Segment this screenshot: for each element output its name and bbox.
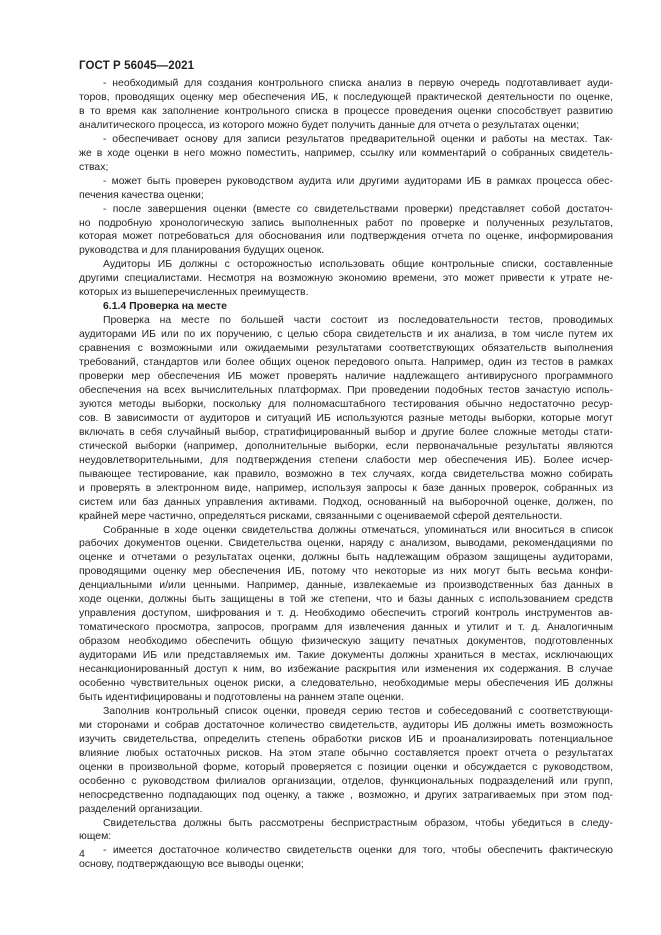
text-line: включать в себя случайный выбор, стратифицированный выбор и другие более сложные методы стати- bbox=[79, 426, 613, 438]
text-line: быть идентифицированы и подготовлены на раннем этапе оценки. bbox=[79, 691, 404, 703]
text-line: Заполнив контрольный список оценки, проведя серию тестов и собеседований с соответствующи- bbox=[103, 705, 613, 717]
text-line: томатического просмотра, запросов, программ для извлечения данных и утилит и т. д. Аналогичным bbox=[79, 622, 613, 634]
page-number: 4 bbox=[79, 848, 85, 860]
text-line: - может быть проверен руководством аудита или другими аудиторами ИБ в рамках процесса обес- bbox=[103, 175, 613, 187]
text-line: несанкционированный доступ к ним, во избежание раскрытия или изменения их содержания. В случае bbox=[79, 664, 613, 676]
text-line: - обеспечивает основу для записи результатов предварительной оценки и работы на местах. Так- bbox=[103, 133, 613, 145]
text-line: Свидетельства должны быть рассмотрены беспристрастным образом, чтобы убедиться в следу- bbox=[103, 817, 613, 829]
text-line: руководства и для планирования будущих оценок. bbox=[79, 245, 325, 257]
text-line: - необходимый для создания контрольного списка анализ в первую очередь подготавливает ауди- bbox=[103, 78, 613, 89]
text-line: обеспечения на всех вычислительных платформах. При проведении подобных тестов зачастую исполь- bbox=[79, 384, 613, 396]
text-line: изучить свидетельства, определить степень обработки рисков ИБ и проанализировать потенциальное bbox=[79, 733, 613, 745]
text-line: ющем: bbox=[79, 831, 112, 843]
text-line: зуются методы выборки, поскольку для полномасштабного тестирования обычно недостаточно ресур- bbox=[79, 398, 613, 410]
text-line: неудовлетворительными, для подтверждения степени слабости мер обеспечения ИБ). Более исчер- bbox=[79, 454, 613, 466]
text-line: которая может потребоваться для обоснования или подтверждения отчета по оценке, информирования bbox=[79, 231, 613, 243]
text-line: оценки в произвольной форме, который проверяется с позиции оценки и обсуждается с руководством, bbox=[79, 761, 613, 773]
text-line: которых из вышеперечисленных преимуществ. bbox=[79, 287, 309, 299]
text-line: торов, проводящих оценку мер обеспечения ИБ, к последующей практической деятельности по оценке, bbox=[79, 91, 613, 103]
text-line: аудиторами ИБ или по их поручению, с целью сбора свидетельств и их анализа, в том числе путем их bbox=[79, 329, 613, 341]
text-line: требований, стандартов или более общих оценок передового опыта. Например, один из тестов в рамках bbox=[79, 357, 613, 369]
text-line: другими специалистами. Несмотря на возможную экономию времени, это может привести к утрате не- bbox=[79, 273, 613, 285]
text-line: особенно с руководством филиалов организации, отделов, функциональных подразделений или групп, bbox=[79, 775, 613, 787]
text-line: же в ходе оценки в него можно поместить, например, ссылку или комментарий о собранных свидетель- bbox=[79, 147, 613, 159]
text-line: систем или баз данных управления активами. Подход, основанный на выборочной оценке, должен, по bbox=[79, 496, 613, 508]
text-line: Аудиторы ИБ должны с осторожностью использовать общие контрольные списки, составленные bbox=[103, 259, 613, 271]
document-header: ГОСТ Р 56045—2021 bbox=[79, 60, 195, 72]
section-heading: 6.1.4 Проверка на месте bbox=[103, 301, 227, 313]
text-line: влияние любых остаточных рисков. На этом этапе обычно составляется проект отчета о результатах bbox=[79, 747, 613, 759]
text-line: аудиторами ИБ или представляемых им. Такие документы должны храниться в местах, исключающих bbox=[79, 650, 613, 662]
text-line: - имеется достаточное количество свидетельств оценки для того, чтобы обеспечить фактическую bbox=[103, 845, 613, 857]
text-line: стической выборки (например, дополнительные выборки, если первоначальные результаты являются bbox=[79, 440, 613, 452]
text-line: ми сторонами и собрав достаточное количество свидетельств, аудиторы ИБ должны иметь возможность bbox=[79, 719, 613, 731]
text-line: рабочих документов оценки. Свидетельства оценки, наряду с анализом, выводами, рекомендациями по bbox=[79, 538, 613, 550]
text-line: проводящими оценку мер обеспечения ИБ, потому что некоторые из них могут быть весьма конфи- bbox=[79, 566, 613, 578]
text-line: основу, подтверждающую все выводы оценки; bbox=[79, 859, 304, 871]
text-line: пывающее тестирование, как правило, возможно в тех случаях, когда свидетельства можно собирать bbox=[79, 468, 613, 480]
text-line: разделений организации. bbox=[79, 803, 203, 815]
text-line: денциальными и/или ценными. Например, данные, извлекаемые из производственных баз данных в bbox=[79, 580, 613, 592]
document-body bbox=[79, 77, 613, 872]
text-line: непосредственно подпадающих под оценку, а также , возможно, и других затрагиваемых при этом под- bbox=[79, 789, 613, 801]
text-line: проверки мер обеспечения ИБ может проверять наличие надлежащего антивирусного программного bbox=[79, 371, 613, 383]
text-line: но подробную хронологическую запись выполненных работ по проверке и полученных результатов, bbox=[79, 217, 613, 229]
text-line: особенно чувствительных оценок риски, а следовательно, необходимые меры обеспечения ИБ должны bbox=[79, 677, 613, 689]
text-line: - после завершения оценки (вместе со свидетельствами проверки) представляет собой достаточ- bbox=[103, 203, 613, 215]
text-line: крайней мере частично, определяться рисками, связанными с оцениваемой сферой деятельности. bbox=[79, 510, 563, 522]
text-line: сов. В зависимости от аудиторов и ситуаций ИБ используются разные методы выборки, которые могут bbox=[79, 412, 613, 424]
text-line: и проверять в электронном виде, например, используя запросы к базе данных проверок, собранных из bbox=[79, 482, 613, 494]
text-line: ходе оценки, должны быть защищены в той же степени, что и базы данных с использованием средств bbox=[79, 594, 613, 606]
text-line: ствах; bbox=[79, 161, 109, 173]
text-line: образом необходимо обеспечить общую физическую защиту печатных документов, подготовленных bbox=[79, 636, 613, 648]
text-line: аналитического процесса, из которого можно будет получить данные для отчета о результатах оценки; bbox=[79, 119, 580, 131]
text-line: печения качества оценки; bbox=[79, 189, 204, 201]
text-line: Проверка на месте по большей части состоит из последовательности тестов, проводимых bbox=[103, 315, 613, 327]
text-line: в то время как заполнение контрольного списка в процессе проведения оценки способствует развитию bbox=[79, 105, 613, 117]
text-line: оценке и отчетами о результатах оценки, должны быть надлежащим образом защищены аудиторами, bbox=[79, 552, 613, 564]
text-line: сравнения с возможными или ожидаемыми результатами соответствующих обязательств выполнения bbox=[79, 343, 613, 355]
text-line: Собранные в ходе оценки свидетельства должны отмечаться, упоминаться или вноситься в список bbox=[103, 524, 613, 536]
text-line: управления доступом, шифрования и т. д. Необходимо обеспечить строгий контроль инструментов ав- bbox=[79, 608, 613, 620]
